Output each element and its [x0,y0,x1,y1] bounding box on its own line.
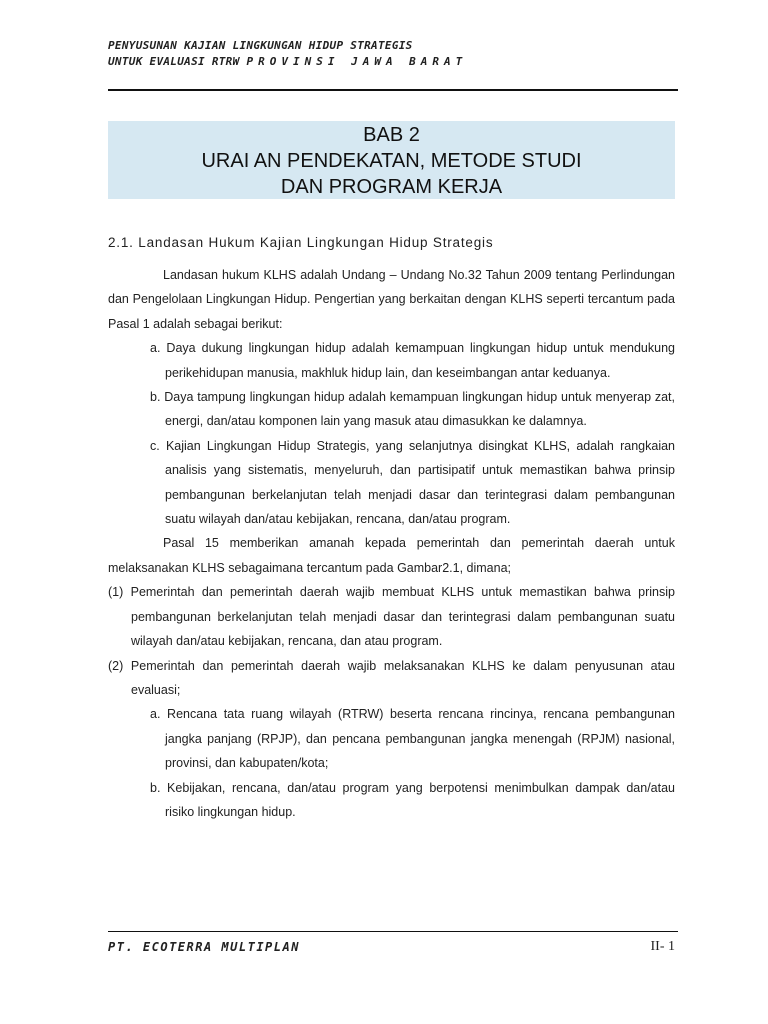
list-item: b. Daya tampung lingkungan hidup adalah kemampuan lingkungan hidup untuk menyerap zat, energi, dan/atau komponen lain yang masuk atau dimasukkan ke dalamnya. [150,390,675,429]
numbered-item-2: (2) Pemerintah dan pemerintah daerah wajib melaksanakan KLHS ke dalam penyusunan atau evaluasi; [108,658,675,697]
body-text [108,263,675,824]
list-item: a. Daya dukung lingkungan hidup adalah kemampuan lingkungan hidup untuk mendukung perikehidupan manusia, makhluk hidup lain, dan keseimbangan antar keduanya. [150,341,675,380]
list-item: c. Kajian Lingkungan Hidup Strategis, yang selanjutnya disingkat KLHS, adalah rangkaian analisis yang sistematis, menyeluruh, dan partisipatif untuk memastikan bahwa prinsip pembangunan berkelanjutan telah menjadi dasar dan terintegrasi dalam pembangunan suatu wilayah dan/atau kebijakan, rencana, dan/atau program. [150,438,675,527]
page-number: II- 1 [650,939,675,954]
paragraph-1: Landasan hukum KLHS adalah Undang – Undang No.32 Tahun 2009 tentang Perlindungan dan Pengelolaan Lingkungan Hidup. Pengertian yang berkaitan dengan KLHS seperti tercantum pada Pasal 1 adalah sebagai berikut: [108,268,675,331]
chapter-number: BAB 2 [363,124,420,146]
footer-company: PT. ECOTERRA MULTIPLAN [108,940,300,954]
chapter-title-line-2: DAN PROGRAM KERJA [280,176,503,198]
list-item: b. Kebijakan, rencana, dan/atau program yang berpotensi menimbulkan dampak dan/atau risiko lingkungan hidup. [150,780,675,819]
chapter-title-line-1: URAI AN PENDEKATAN, METODE STUDI [201,150,582,172]
footer-rule [108,931,678,932]
numbered-item-1: (1) Pemerintah dan pemerintah daerah wajib membuat KLHS untuk memastikan bahwa prinsip pembangunan berkelanjutan telah menjadi dasar dan terintegrasi dalam pembangunan suatu wilayah dan/atau kebijakan, rencana, dan atau program. [108,585,675,649]
list-item: a. Rencana tata ruang wilayah (RTRW) beserta rencana rincinya, rencana pembangunan jangka panjang (RPJP), dan pencana pembangunan jangka menengah (RPJM) nasional, provinsi, dan kabupaten/kota; [150,707,675,771]
section-heading: 2.1. Landasan Hukum Kajian Lingkungan Hidup Strategis [108,235,494,250]
header-rule [108,89,678,91]
header-line-2-province: PROVINSI JAWA BARAT [246,55,468,68]
chapter-title-box [108,121,675,199]
header-line-2-prefix: UNTUK EVALUASI RTRW [108,55,240,68]
paragraph-2: Pasal 15 memberikan amanah kepada pemerintah dan pemerintah daerah untuk melaksanakan KLHS sebagaimana tercantum pada Gambar2.1, dimana; [108,536,675,575]
header-line-2 [108,54,678,70]
running-header [108,38,678,70]
header-line-1: PENYUSUNAN KAJIAN LINGKUNGAN HIDUP STRATEGIS [108,39,413,52]
